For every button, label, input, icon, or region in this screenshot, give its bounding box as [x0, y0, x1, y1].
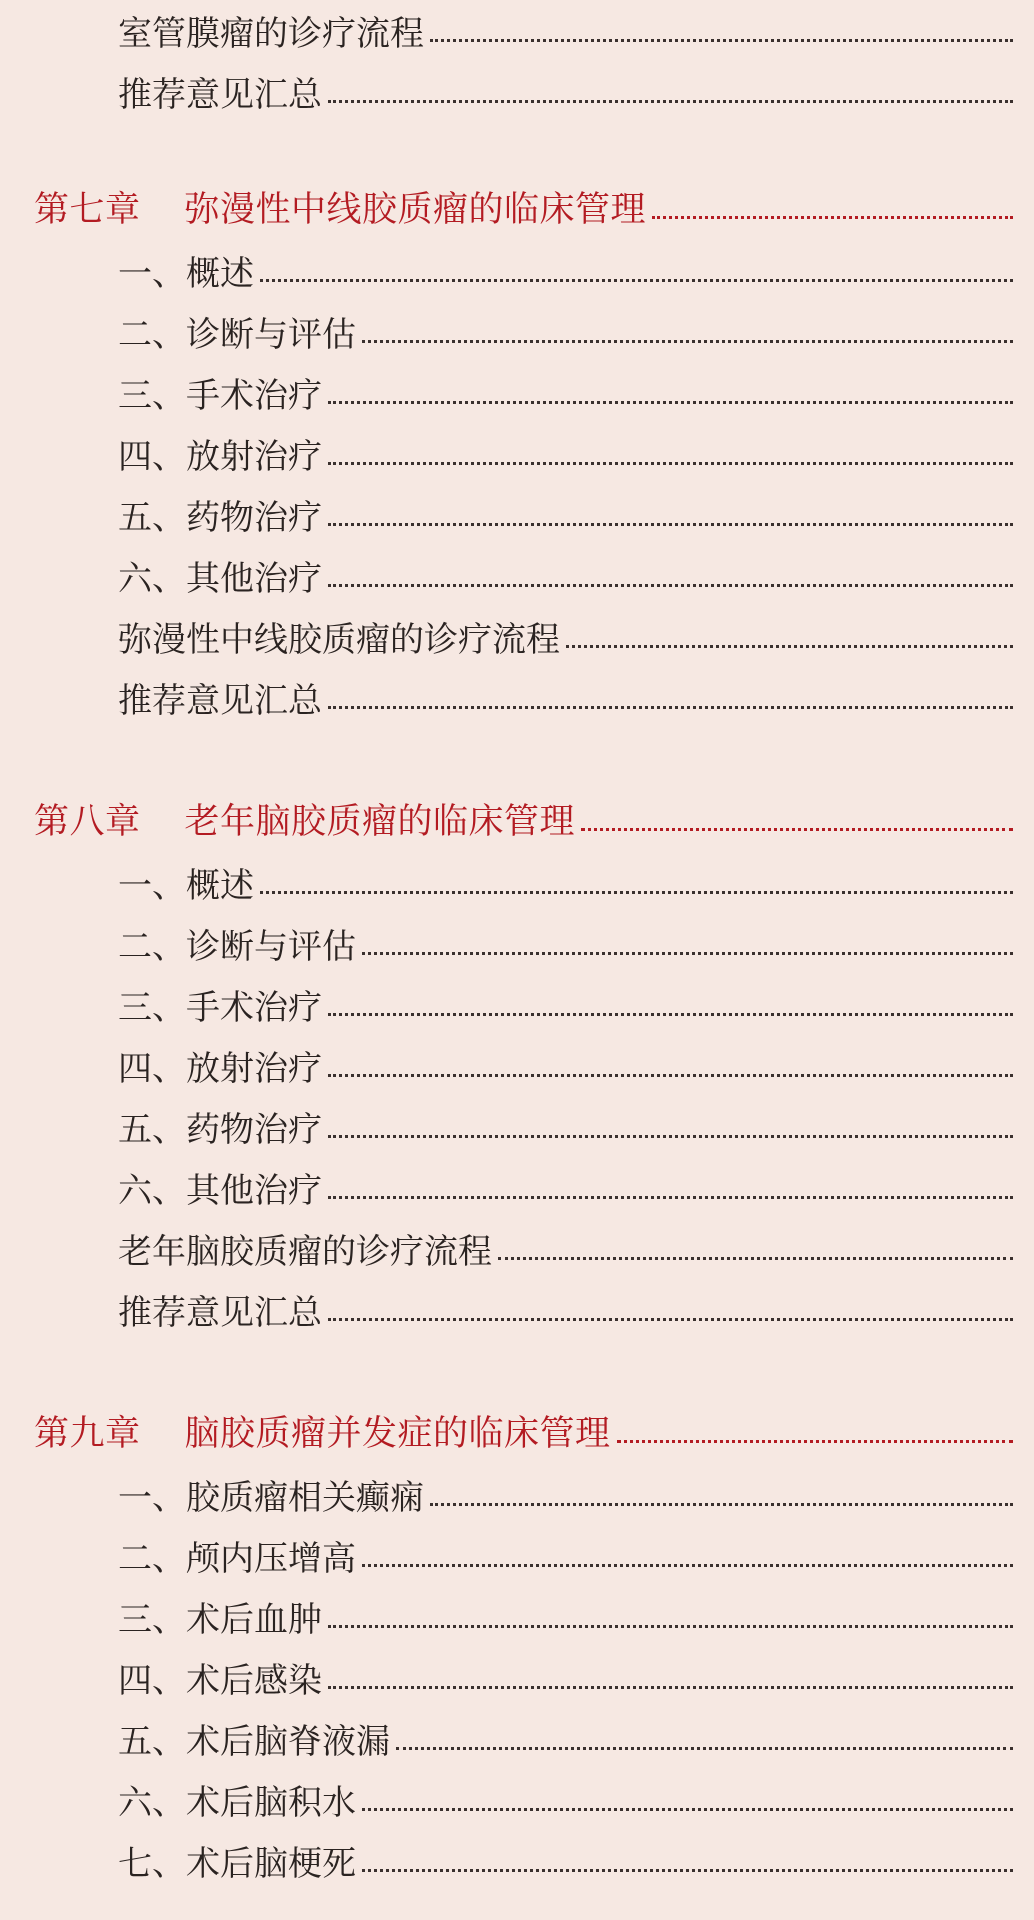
dot-leader [652, 216, 1013, 219]
dot-leader [328, 100, 1013, 103]
toc-entry[interactable] [0, 362, 1013, 423]
toc-entry-label: 老年脑胶质瘤的诊疗流程 [118, 1232, 492, 1272]
dot-leader [362, 1869, 1013, 1872]
toc-entry[interactable] [0, 1096, 1013, 1157]
toc-entry-label: 三、手术治疗 [118, 988, 322, 1028]
toc-entry-label: 六、术后脑积水 [118, 1783, 356, 1823]
toc-entry[interactable] [0, 545, 1013, 606]
dot-leader [430, 1503, 1013, 1506]
dot-leader [328, 523, 1013, 526]
chapter-heading-8[interactable] [0, 786, 1013, 852]
toc-entry-label: 二、诊断与评估 [118, 315, 356, 355]
toc-entry-label: 弥漫性中线胶质瘤的诊疗流程 [118, 620, 560, 660]
toc-entry[interactable] [0, 1464, 1013, 1525]
toc-entry-label: 推荐意见汇总 [118, 681, 322, 721]
dot-leader [328, 401, 1013, 404]
dot-leader [328, 584, 1013, 587]
chapter-number: 第八章 [34, 802, 141, 842]
toc-entry[interactable] [0, 1279, 1013, 1340]
toc-entry-label: 七、术后脑梗死 [118, 1844, 356, 1884]
toc-entry[interactable] [0, 913, 1013, 974]
chapter-title: 老年脑胶质瘤的临床管理 [184, 802, 576, 842]
toc-entry[interactable] [0, 606, 1013, 667]
toc-entry[interactable] [0, 1157, 1013, 1218]
toc-entry-label: 六、其他治疗 [118, 559, 322, 599]
dot-leader [328, 462, 1013, 465]
chapter-heading-label [34, 1406, 611, 1456]
dot-leader [328, 1074, 1013, 1077]
dot-leader [328, 1196, 1013, 1199]
dot-leader [328, 1625, 1013, 1628]
toc-entry[interactable] [0, 1830, 1013, 1891]
chapter-number: 第七章 [34, 190, 141, 230]
toc-entry[interactable] [0, 974, 1013, 1035]
toc-entry[interactable] [0, 1035, 1013, 1096]
chapter-title: 脑胶质瘤并发症的临床管理 [184, 1414, 611, 1454]
toc-entry[interactable] [0, 0, 1013, 61]
toc-entry-label: 推荐意见汇总 [118, 1293, 322, 1333]
toc-entry[interactable] [0, 1708, 1013, 1769]
toc-entry-label: 五、术后脑脊液漏 [118, 1722, 390, 1762]
dot-leader [362, 952, 1013, 955]
chapter-heading-7[interactable] [0, 174, 1013, 240]
dot-leader [430, 39, 1013, 42]
chapter-heading-9[interactable] [0, 1398, 1013, 1464]
toc-entry-label: 一、胶质瘤相关癫痫 [118, 1478, 424, 1518]
dot-leader [260, 891, 1013, 894]
toc-entry-label: 一、概述 [118, 254, 254, 294]
dot-leader [328, 1318, 1013, 1321]
toc-entry[interactable] [0, 1218, 1013, 1279]
toc-entry-label: 三、术后血肿 [118, 1600, 322, 1640]
dot-leader [617, 1440, 1013, 1443]
toc-entry[interactable] [0, 1525, 1013, 1586]
toc-entry-label: 五、药物治疗 [118, 498, 322, 538]
toc-entry[interactable] [0, 1769, 1013, 1830]
toc-entry-label: 室管膜瘤的诊疗流程 [118, 14, 424, 54]
dot-leader [566, 645, 1013, 648]
toc-entry[interactable] [0, 1647, 1013, 1708]
dot-leader [362, 1808, 1013, 1811]
toc-entry-label: 二、诊断与评估 [118, 927, 356, 967]
dot-leader [328, 1686, 1013, 1689]
toc-entry-label: 四、放射治疗 [118, 437, 322, 477]
chapter-number: 第九章 [34, 1414, 141, 1454]
toc-entry-label: 二、颅内压增高 [118, 1539, 356, 1579]
toc-entry[interactable] [0, 667, 1013, 728]
toc-entry[interactable] [0, 301, 1013, 362]
toc-entry-label: 六、其他治疗 [118, 1171, 322, 1211]
dot-leader [581, 828, 1013, 831]
dot-leader [328, 1013, 1013, 1016]
dot-leader [362, 340, 1013, 343]
toc-entry[interactable] [0, 240, 1013, 301]
toc-entry[interactable] [0, 484, 1013, 545]
dot-leader [396, 1747, 1013, 1750]
dot-leader [362, 1564, 1013, 1567]
toc-entry-label: 四、术后感染 [118, 1661, 322, 1701]
toc-entry[interactable] [0, 423, 1013, 484]
toc-entry[interactable] [0, 852, 1013, 913]
dot-leader [328, 706, 1013, 709]
toc-entry[interactable] [0, 61, 1013, 122]
dot-leader [498, 1257, 1013, 1260]
toc-entry-label: 一、概述 [118, 866, 254, 906]
toc-entry-label: 三、手术治疗 [118, 376, 322, 416]
toc-entry[interactable] [0, 1586, 1013, 1647]
dot-leader [328, 1135, 1013, 1138]
chapter-heading-label [34, 182, 646, 232]
chapter-title: 弥漫性中线胶质瘤的临床管理 [184, 190, 647, 230]
toc-entry-label: 四、放射治疗 [118, 1049, 322, 1089]
toc-entry-label: 推荐意见汇总 [118, 75, 322, 115]
toc-entry-label: 五、药物治疗 [118, 1110, 322, 1150]
chapter-heading-label [34, 794, 575, 844]
dot-leader [260, 279, 1013, 282]
